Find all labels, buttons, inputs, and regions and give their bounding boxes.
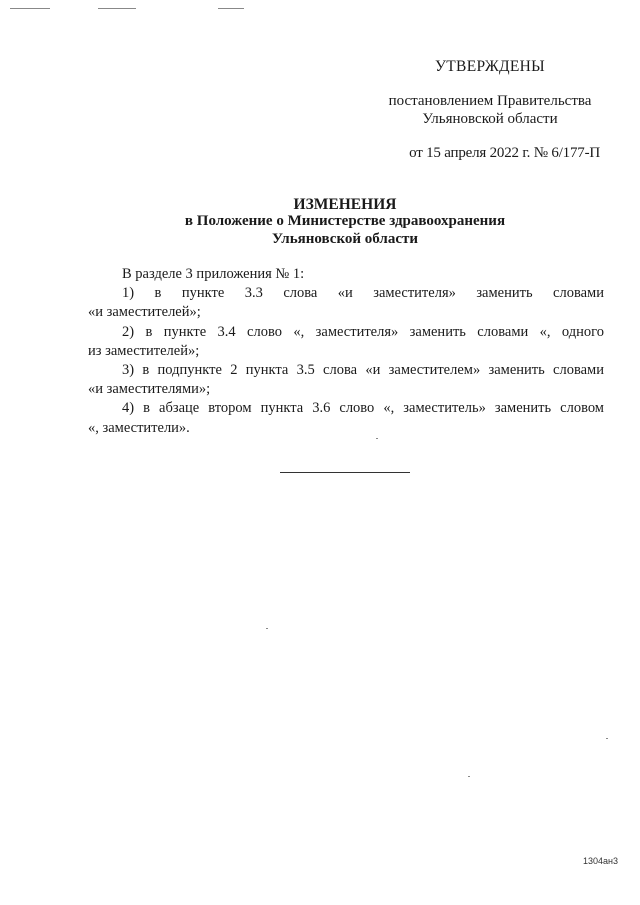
scan-artifact bbox=[606, 738, 608, 739]
document-code: 1304ан3 bbox=[582, 856, 618, 866]
approval-title: УТВЕРЖДЕНЫ bbox=[435, 58, 545, 75]
amendment-item-4-cont: «, заместители». bbox=[88, 419, 190, 436]
document-subtitle-line1: в Положение о Министерстве здравоохранения bbox=[184, 213, 506, 229]
scan-artifact bbox=[98, 8, 136, 9]
document-subtitle-line2: Ульяновской области bbox=[271, 231, 419, 247]
amendment-item-3-line1: 3) в подпункте 2 пункта 3.5 слова «и заместителем» заменить словами bbox=[122, 362, 604, 379]
scan-artifact bbox=[376, 438, 378, 439]
amendment-item-3-cont: «и заместителями»; bbox=[88, 381, 211, 398]
closing-rule bbox=[280, 472, 410, 473]
document-title: ИЗМЕНЕНИЯ bbox=[293, 196, 397, 213]
amendment-item-1 bbox=[88, 284, 604, 303]
amendment-item-4-line1: 4) в абзаце втором пункта 3.6 слово «, заместитель» заменить словом bbox=[122, 400, 604, 417]
amendment-item-2-cont: из заместителей»; bbox=[88, 342, 200, 359]
approval-authority-line1: постановлением Правительства bbox=[388, 93, 592, 109]
body-intro: В разделе 3 приложения № 1: bbox=[122, 266, 305, 282]
amendment-item-1-line1: 1) в пункте 3.3 слова «и заместителя» заменить словами bbox=[122, 285, 604, 302]
approval-authority-line2: Ульяновской области bbox=[422, 111, 558, 127]
amendment-item-2-line1: 2) в пункте 3.4 слово «, заместителя» заменить словами «, одного bbox=[122, 323, 604, 340]
approval-date: от 15 апреля 2022 г. № 6/177-П bbox=[409, 145, 600, 161]
document-body bbox=[88, 265, 604, 438]
amendment-item-4 bbox=[88, 399, 604, 418]
amendment-item-2 bbox=[88, 323, 604, 342]
scan-artifact bbox=[218, 8, 244, 9]
amendment-item-1-cont: «и заместителей»; bbox=[88, 304, 201, 321]
scan-artifact bbox=[266, 628, 268, 629]
amendment-item-3 bbox=[88, 361, 604, 380]
scan-artifact bbox=[468, 776, 470, 777]
scan-artifact bbox=[10, 8, 50, 9]
approval-authority bbox=[380, 92, 600, 128]
